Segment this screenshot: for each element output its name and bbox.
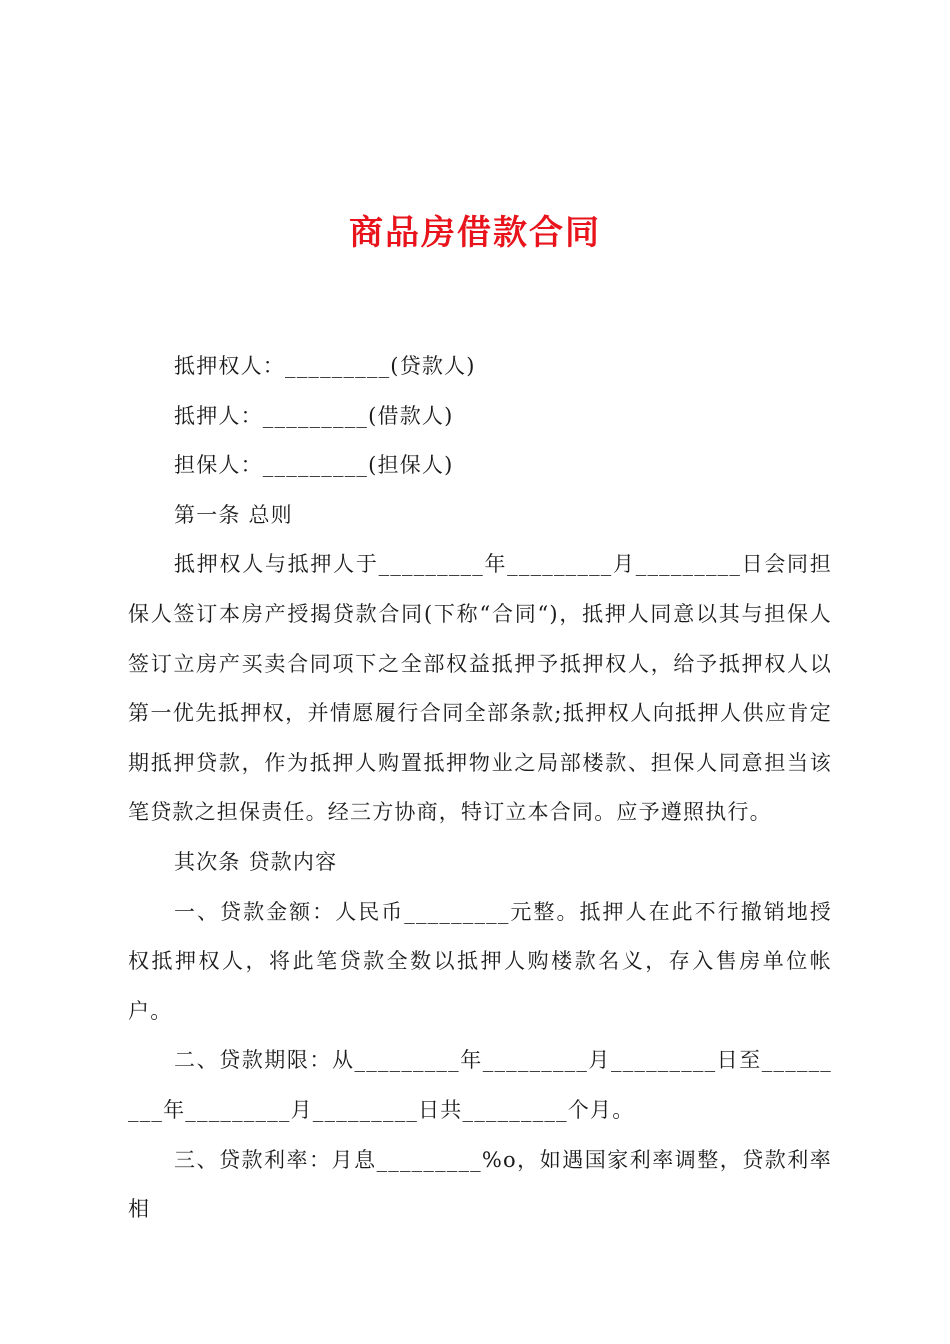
article-1-body: 抵押权人与抵押人于_________年_________月_________日会同担保人签订本房产授揭贷款合同(下称“合同“)，抵押人同意以其与担保人签订立房产买卖合同项下之全部权益抵押予抵押权人，给予抵押权人以第一优先抵押权，并情愿履行合同全部条款;抵押权人向抵押人供应肯定期抵押贷款，作为抵押人购置抵押物业之局部楼款、担保人同意担当该笔贷款之担保责任。经三方协商，特订立本合同。应予遵照执行。 [128,552,832,825]
mortgagor-line: 抵押人：_________(借款人) [174,403,454,428]
article-2-heading: 其次条 贷款内容 [174,849,338,874]
interest-rate-clause: 三、贷款利率：月息_________%o，如遇国家利率调整，贷款利率相 [128,1147,832,1222]
guarantor-line: 担保人：_________(担保人) [174,453,454,478]
loan-term-clause: 二、贷款期限：从_________年_________月_________日至_________年_________月_________日共_________个月。 [128,1048,832,1122]
document-title: 商品房借款合同 [349,213,601,253]
loan-amount-clause: 一、贷款金额：人民币_________元整。抵押人在此不行撤销地授权抵押权人，将此笔贷款全数以抵押人购楼款名义，存入售房单位帐户。 [128,899,832,1023]
mortgagee-line: 抵押权人：_________(贷款人) [174,354,476,378]
article-1-heading: 第一条 总则 [174,502,293,527]
document-body [128,342,832,1235]
